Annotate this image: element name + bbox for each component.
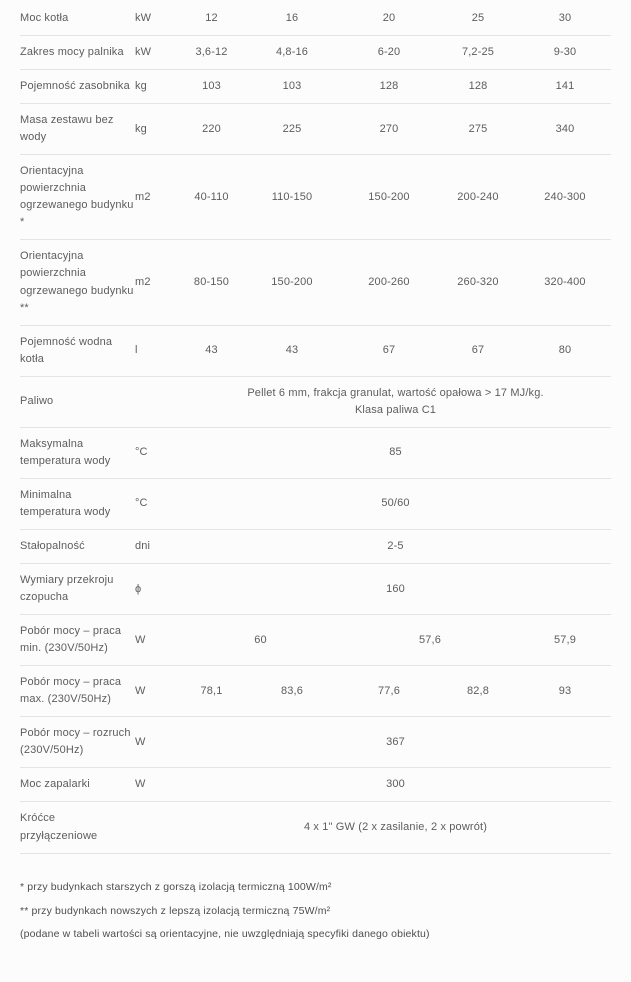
cell-value: 340 (519, 104, 611, 155)
table-row (20, 615, 611, 666)
row-label: Minimalna temperatura wody (20, 478, 135, 529)
table-row (20, 70, 611, 104)
cell-value: 7,2-25 (437, 36, 519, 70)
cell-value: 12 (180, 2, 243, 36)
table-row (20, 529, 611, 563)
row-label: Pojemność wodna kotła (20, 325, 135, 376)
table-row (20, 325, 611, 376)
cell-value: 50/60 (180, 478, 611, 529)
table-row (20, 717, 611, 768)
cell-value: 82,8 (437, 666, 519, 717)
row-unit: kg (135, 70, 180, 104)
footnote-older-buildings: * przy budynkach starszych z gorszą izolacją termiczną 100W/m² (20, 880, 332, 893)
cell-value: 275 (437, 104, 519, 155)
cell-value: 78,1 (180, 666, 243, 717)
spec-table-body (20, 2, 611, 853)
footnotes (20, 880, 611, 943)
footnote-newer-buildings: ** przy budynkach nowszych z lepszą izolacją termiczną 75W/m² (20, 905, 331, 918)
table-row (20, 104, 611, 155)
cell-value: 4,8-16 (243, 36, 341, 70)
cell-value: 200-260 (341, 240, 437, 325)
cell-value: 150-200 (243, 240, 341, 325)
row-label: Paliwo (20, 376, 135, 427)
row-unit: °C (135, 478, 180, 529)
cell-value: 3,6-12 (180, 36, 243, 70)
cell-value: 60 (180, 615, 341, 666)
row-label: Orientacyjna powierzchnia ogrzewanego budynku ** (20, 240, 135, 325)
table-row (20, 2, 611, 36)
cell-value: 240-300 (519, 155, 611, 240)
cell-value: 67 (341, 325, 437, 376)
cell-value: 57,6 (341, 615, 519, 666)
table-row (20, 478, 611, 529)
cell-value: 103 (180, 70, 243, 104)
cell-value: 300 (180, 768, 611, 802)
row-label: Króćce przyłączeniowe (20, 802, 135, 853)
row-unit: m2 (135, 240, 180, 325)
cell-value: 83,6 (243, 666, 341, 717)
cell-value: 30 (519, 2, 611, 36)
cell-value: 160 (180, 564, 611, 615)
cell-value: 141 (519, 70, 611, 104)
spec-table (20, 2, 611, 854)
row-label: Maksymalna temperatura wody (20, 427, 135, 478)
row-unit (135, 376, 180, 427)
table-row (20, 376, 611, 427)
row-label: Wymiary przekroju czopucha (20, 564, 135, 615)
cell-value: 43 (243, 325, 341, 376)
cell-value: 16 (243, 2, 341, 36)
cell-value: 367 (180, 717, 611, 768)
cell-value: 128 (437, 70, 519, 104)
row-unit: kg (135, 104, 180, 155)
row-unit: °C (135, 427, 180, 478)
table-row (20, 802, 611, 853)
cell-value: 57,9 (519, 615, 611, 666)
row-unit: m2 (135, 155, 180, 240)
row-unit: l (135, 325, 180, 376)
cell-value: 110-150 (243, 155, 341, 240)
row-label: Zakres mocy palnika (20, 36, 135, 70)
row-label: Masa zestawu bez wody (20, 104, 135, 155)
row-unit: ϕ (135, 564, 180, 615)
cell-value: 260-320 (437, 240, 519, 325)
cell-value: 6-20 (341, 36, 437, 70)
cell-value: 43 (180, 325, 243, 376)
row-label: Moc kotła (20, 2, 135, 36)
cell-value: 80 (519, 325, 611, 376)
table-row (20, 240, 611, 325)
row-label: Moc zapalarki (20, 768, 135, 802)
row-unit: kW (135, 2, 180, 36)
table-row (20, 155, 611, 240)
cell-value: 128 (341, 70, 437, 104)
row-unit: W (135, 666, 180, 717)
cell-value: 20 (341, 2, 437, 36)
cell-line: Pellet 6 mm, frakcja granulat, wartość opałowa > 17 MJ/kg. (247, 386, 544, 399)
row-label: Pojemność zasobnika (20, 70, 135, 104)
cell-value: 200-240 (437, 155, 519, 240)
cell-value: 225 (243, 104, 341, 155)
table-row (20, 666, 611, 717)
cell-value: 85 (180, 427, 611, 478)
row-unit: kW (135, 36, 180, 70)
row-unit: dni (135, 529, 180, 563)
table-row (20, 427, 611, 478)
table-row (20, 564, 611, 615)
row-label: Pobór mocy – praca max. (230V/50Hz) (20, 666, 135, 717)
table-row (20, 36, 611, 70)
cell-value: 25 (437, 2, 519, 36)
cell-value: 77,6 (341, 666, 437, 717)
row-unit: W (135, 615, 180, 666)
cell-value: 220 (180, 104, 243, 155)
row-label: Stałopalność (20, 529, 135, 563)
cell-value: 40-110 (180, 155, 243, 240)
row-unit: W (135, 717, 180, 768)
row-label: Orientacyjna powierzchnia ogrzewanego budynku * (20, 155, 135, 240)
footnote-disclaimer: (podane w tabeli wartości są orientacyjne, nie uwzględniają specyfiki danego obiektu) (20, 928, 430, 941)
row-label: Pobór mocy – praca min. (230V/50Hz) (20, 615, 135, 666)
cell-value: 150-200 (341, 155, 437, 240)
cell-value: 320-400 (519, 240, 611, 325)
cell-value: 93 (519, 666, 611, 717)
cell-value: 4 x 1" GW (2 x zasilanie, 2 x powrót) (180, 802, 611, 853)
cell-value: 9-30 (519, 36, 611, 70)
row-unit (135, 802, 180, 853)
cell-value: 270 (341, 104, 437, 155)
cell-value: 103 (243, 70, 341, 104)
table-row (20, 768, 611, 802)
cell-value (180, 376, 611, 427)
row-label: Pobór mocy – rozruch (230V/50Hz) (20, 717, 135, 768)
cell-value: 80-150 (180, 240, 243, 325)
cell-line: Klasa paliwa C1 (354, 403, 437, 416)
cell-value: 2-5 (180, 529, 611, 563)
row-unit: W (135, 768, 180, 802)
cell-value: 67 (437, 325, 519, 376)
